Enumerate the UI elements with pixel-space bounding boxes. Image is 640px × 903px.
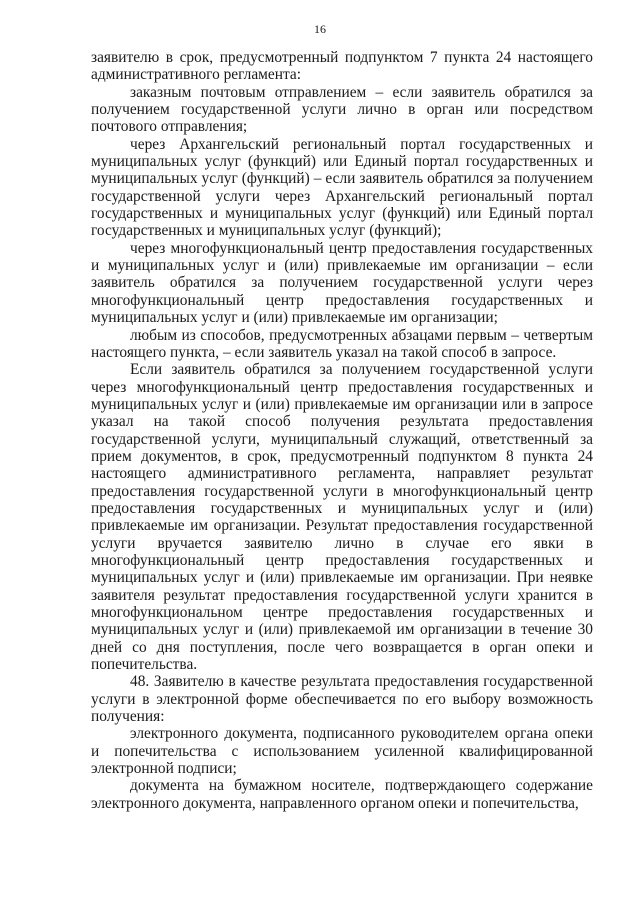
paragraph-7: 48. Заявителю в качестве результата предоставления государственной услуги в электронной форме обеспечивается по его выбору возможность получения: [91,673,593,726]
paragraph-9: документа на бумажном носителе, подтверждающего содержание электронного документа, направленного органом опеки и попечительства, [91,777,593,812]
paragraph-3: через Архангельский региональный портал государственных и муниципальных услуг (функций) или Единый портал государственных и муниципальных услуг (функций) – если заявитель обратился за получением государственной услуги через Архангельский региональный портал государственных и муниципальных услуг (функций) или Единый портал государственных и муниципальных услуг (функций); [91,135,593,240]
page-number: 16 [314,22,326,36]
paragraph-8: электронного документа, подписанного руководителем органа опеки и попечительства с использованием усиленной квалифицированной электронной подписи; [91,725,593,778]
document-body [91,49,593,812]
paragraph-4: через многофункциональный центр предоставления государственных и муниципальных услуг и (или) привлекаемые им организации – если заявитель обратился за получением государственной услуги через многофункциональный центр предоставления государственных и муниципальных услуг и (или) привлекаемые им организации; [91,239,593,327]
paragraph-2: заказным почтовым отправлением – если заявитель обратился за получением государственной услуги лично в орган или посредством почтового отправления; [91,83,593,136]
paragraph-5: любым из способов, предусмотренных абзацами первым – четвертым настоящего пункта, – если заявитель указал на такой способ в запросе. [91,326,593,361]
paragraph-6: Если заявитель обратился за получением государственной услуги через многофункциональный центр предоставления государственных и муниципальных услуг и (или) привлекаемые им организации или в запросе указал на такой способ получения результата предоставления государственной услуги, муниципальный служащий, ответственный за прием документов, в срок, предусмотренный подпунктом 8 пункта 24 настоящего административного регламента, направляет результат предоставления государственной услуги в многофункциональный центр предоставления государственных и муниципальных услуг и (или) привлекаемые им организации. Результат предоставления государственной услуги вручается заявителю лично в случае его явки в многофункциональный центр предоставления государственных и муниципальных услуг и (или) привлекаемые им организации. При неявке заявителя результат предоставления государственной услуги хранится в многофункциональном центре предоставления государственных и муниципальных услуг и (или) привлекаемой им организации в течение 30 дней со дня поступления, после чего возвращается в орган опеки и попечительства. [91,361,593,674]
paragraph-1: заявителю в срок, предусмотренный подпунктом 7 пункта 24 настоящего административного регламента: [91,49,593,84]
